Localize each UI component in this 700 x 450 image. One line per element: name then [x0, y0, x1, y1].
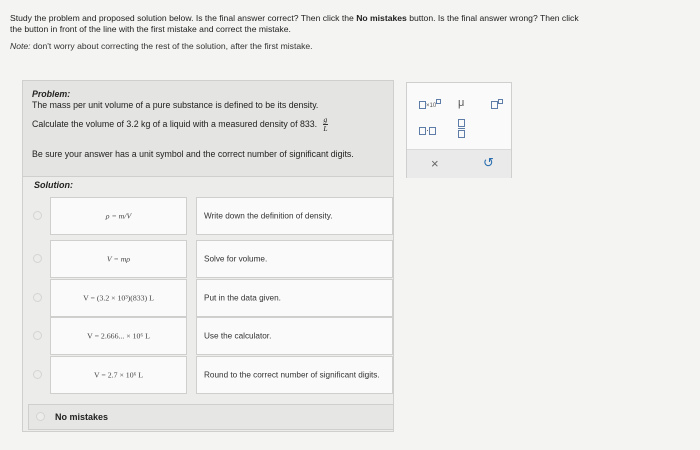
solution-heading: Solution: — [34, 180, 73, 190]
step-3-description: Put in the data given. — [196, 279, 393, 317]
step-4-equation: V = 2.666... × 10⁶ L — [50, 317, 187, 355]
step-5-description: Round to the correct number of significant digits. — [196, 356, 393, 394]
problem-box — [23, 81, 393, 177]
micro-prefix-button[interactable]: μ — [458, 97, 465, 109]
step-3-equation: V = (3.2 × 10³)(833) L — [50, 279, 187, 317]
problem-line-3: Be sure your answer has a unit symbol and the correct number of significant digits. — [32, 149, 354, 159]
step-4-description: Use the calculator. — [196, 317, 393, 355]
instructions-text: Study the problem and proposed solution below. Is the final answer correct? Then click the No mistakes button. Is the final answer wrong? Then click the button in front of the line with the first mistake and correct the mistake. — [10, 13, 579, 34]
step-5-radio[interactable] — [33, 370, 42, 379]
problem-line-1: The mass per unit volume of a pure substance is defined to be its density. — [32, 100, 319, 110]
no-mistakes-radio[interactable] — [36, 412, 45, 421]
toolbar-actions — [407, 149, 511, 178]
note-text: Note: don't worry about correcting the rest of the solution, after the first mistake. — [10, 41, 313, 51]
clear-icon[interactable]: × — [431, 156, 439, 171]
problem-line-2: Calculate the volume of 3.2 kg of a liquid with a measured density of 833. $\frac{g}{L}$ — [32, 115, 328, 133]
problem-heading: Problem: — [32, 89, 71, 99]
fraction-button[interactable] — [458, 119, 465, 138]
no-mistakes-label: No mistakes — [55, 412, 109, 422]
density-unit: $\frac{g}{L}$ — [323, 115, 328, 133]
step-2-equation: V = mρ — [50, 240, 187, 278]
step-1-equation: ρ = m/V — [50, 197, 187, 235]
step-3-radio[interactable] — [33, 293, 42, 302]
no-mistakes-option[interactable] — [28, 404, 394, 430]
multiply-dot-button[interactable]: · — [419, 125, 436, 135]
step-4-radio[interactable] — [33, 331, 42, 340]
superscript-button[interactable] — [491, 99, 503, 109]
step-1-radio[interactable] — [33, 211, 42, 220]
step-2-radio[interactable] — [33, 254, 42, 263]
step-1-description: Write down the definition of density. — [196, 197, 393, 235]
scientific-notation-button[interactable]: ×10 — [419, 99, 441, 109]
step-2-description: Solve for volume. — [196, 240, 393, 278]
step-5-equation: V = 2.7 × 10⁶ L — [50, 356, 187, 394]
undo-icon[interactable]: ↺ — [483, 155, 494, 170]
math-toolbar — [406, 82, 512, 178]
